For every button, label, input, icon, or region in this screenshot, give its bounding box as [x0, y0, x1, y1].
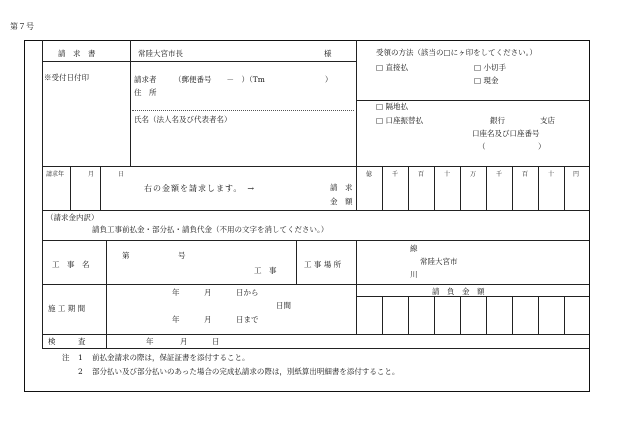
notes-lead: 注: [62, 353, 70, 362]
account-paren-open: （: [478, 142, 486, 151]
inspection-year: 年: [146, 337, 154, 346]
rule: [42, 284, 589, 285]
digit-label: 円: [573, 171, 580, 178]
rule: [130, 40, 131, 166]
date-month-label: 月: [88, 171, 95, 178]
rule: [512, 166, 513, 210]
rule: [356, 100, 589, 101]
rule: [408, 296, 409, 334]
rule: [42, 240, 589, 241]
rule: [408, 166, 409, 210]
form-number: 第７号: [10, 22, 34, 31]
note-text: 部分払い及び部分払いのあった場合の完成払請求の際は，別紙算出明細書を添付すること。: [92, 367, 400, 376]
rule: [42, 61, 356, 62]
rule: [564, 166, 565, 210]
amount-label-1: 請 求: [330, 183, 353, 192]
rule: [434, 296, 435, 334]
address-label: 住 所: [134, 88, 157, 97]
breakdown-label: （請求金内訳）: [46, 213, 99, 222]
dotted-rule: [132, 110, 354, 111]
work-place-city: 常陸大宮市: [420, 257, 458, 266]
name-label: 氏名（法人名及び代表者名）: [134, 115, 232, 124]
account-label: 口座名及び口座番号: [472, 129, 540, 138]
form-frame: [24, 40, 590, 392]
inspection-label: 検 査: [48, 337, 86, 346]
date-day-label: 日: [118, 171, 125, 178]
work-name-label: 工 事 名: [52, 260, 90, 269]
period-to: 日まで: [236, 315, 259, 324]
work-place-label: 工 事 場 所: [304, 260, 342, 269]
amount-label-2: 金 額: [330, 197, 353, 206]
period-month-1: 月: [204, 288, 212, 297]
claimant-label: 請求者: [134, 75, 157, 84]
rule: [42, 210, 589, 211]
bank-label: 銀行: [490, 116, 505, 125]
rule: [382, 296, 383, 334]
request-text: 右の金額を請求します。 →: [144, 184, 256, 193]
rule: [42, 334, 589, 335]
rule: [434, 166, 435, 210]
addressee: 常陸大宮市長: [138, 49, 183, 58]
rule: [296, 240, 297, 284]
postal-code-field[interactable]: （郵便番号 － ）（Tm ）: [174, 75, 333, 84]
rule: [42, 166, 589, 167]
work-place-river: 川: [410, 270, 418, 279]
rule: [106, 240, 107, 348]
note-number: 2: [78, 367, 83, 376]
digit-label: 万: [470, 171, 477, 178]
period-year-1: 年: [172, 288, 180, 297]
rule: [42, 348, 589, 349]
digit-label: 十: [548, 171, 555, 178]
remote-payment-checkbox[interactable]: □ 隔地払: [376, 102, 408, 111]
work-dai: 第: [122, 251, 130, 260]
note-number: 1: [78, 353, 83, 362]
breakdown-text: 請負工事前払金・部分払・請負代金（不用の文字を消してください。）: [92, 225, 329, 234]
reception-stamp-label: ※受付日付印: [44, 73, 89, 82]
rule: [486, 296, 487, 334]
rule: [100, 166, 101, 210]
rule: [356, 296, 589, 297]
period-days: 日間: [276, 301, 291, 310]
payment-method-title: 受領の方法（該当の□にヶ印をしてください。）: [376, 48, 537, 57]
note-text: 前払金請求の際は，保証証書を添付すること。: [92, 353, 250, 362]
direct-payment-checkbox[interactable]: □ 直接払: [376, 63, 408, 72]
cash-payment-checkbox[interactable]: □ 現金: [474, 76, 499, 85]
rule: [356, 40, 357, 166]
work-gou: 号: [178, 251, 186, 260]
date-year-label: 請求年: [46, 171, 65, 178]
period-from: 日から: [236, 288, 259, 297]
rule: [356, 166, 357, 210]
branch-label: 支店: [540, 116, 555, 125]
work-place-line: 線: [410, 244, 418, 253]
rule: [356, 240, 357, 284]
rule: [70, 166, 71, 210]
digit-label: 千: [496, 171, 503, 178]
digit-label: 百: [418, 171, 425, 178]
honorific: 様: [324, 49, 332, 58]
period-year-2: 年: [172, 315, 180, 324]
period-month-2: 月: [204, 315, 212, 324]
inspection-day: 日: [212, 337, 220, 346]
rule: [512, 296, 513, 334]
rule: [42, 40, 43, 348]
rule: [460, 166, 461, 210]
digit-label: 十: [444, 171, 451, 178]
inspection-month: 月: [180, 337, 188, 346]
digit-label: 億: [366, 171, 373, 178]
rule: [356, 284, 357, 334]
digit-label: 百: [522, 171, 529, 178]
account-paren-close: ）: [538, 142, 546, 151]
check-payment-checkbox[interactable]: □ 小切手: [474, 63, 506, 72]
rule: [564, 296, 565, 334]
period-label: 施 工 期 間: [48, 304, 86, 313]
transfer-payment-checkbox[interactable]: □ 口座振替払: [376, 116, 423, 125]
contract-amount-label: 請 負 金 額: [432, 287, 485, 296]
rule: [538, 166, 539, 210]
work-kouji: 工 事: [254, 266, 277, 275]
rule: [460, 296, 461, 334]
rule: [486, 166, 487, 210]
digit-label: 千: [392, 171, 399, 178]
rule: [538, 296, 539, 334]
rule: [382, 166, 383, 210]
form-title: 請 求 書: [58, 49, 96, 58]
